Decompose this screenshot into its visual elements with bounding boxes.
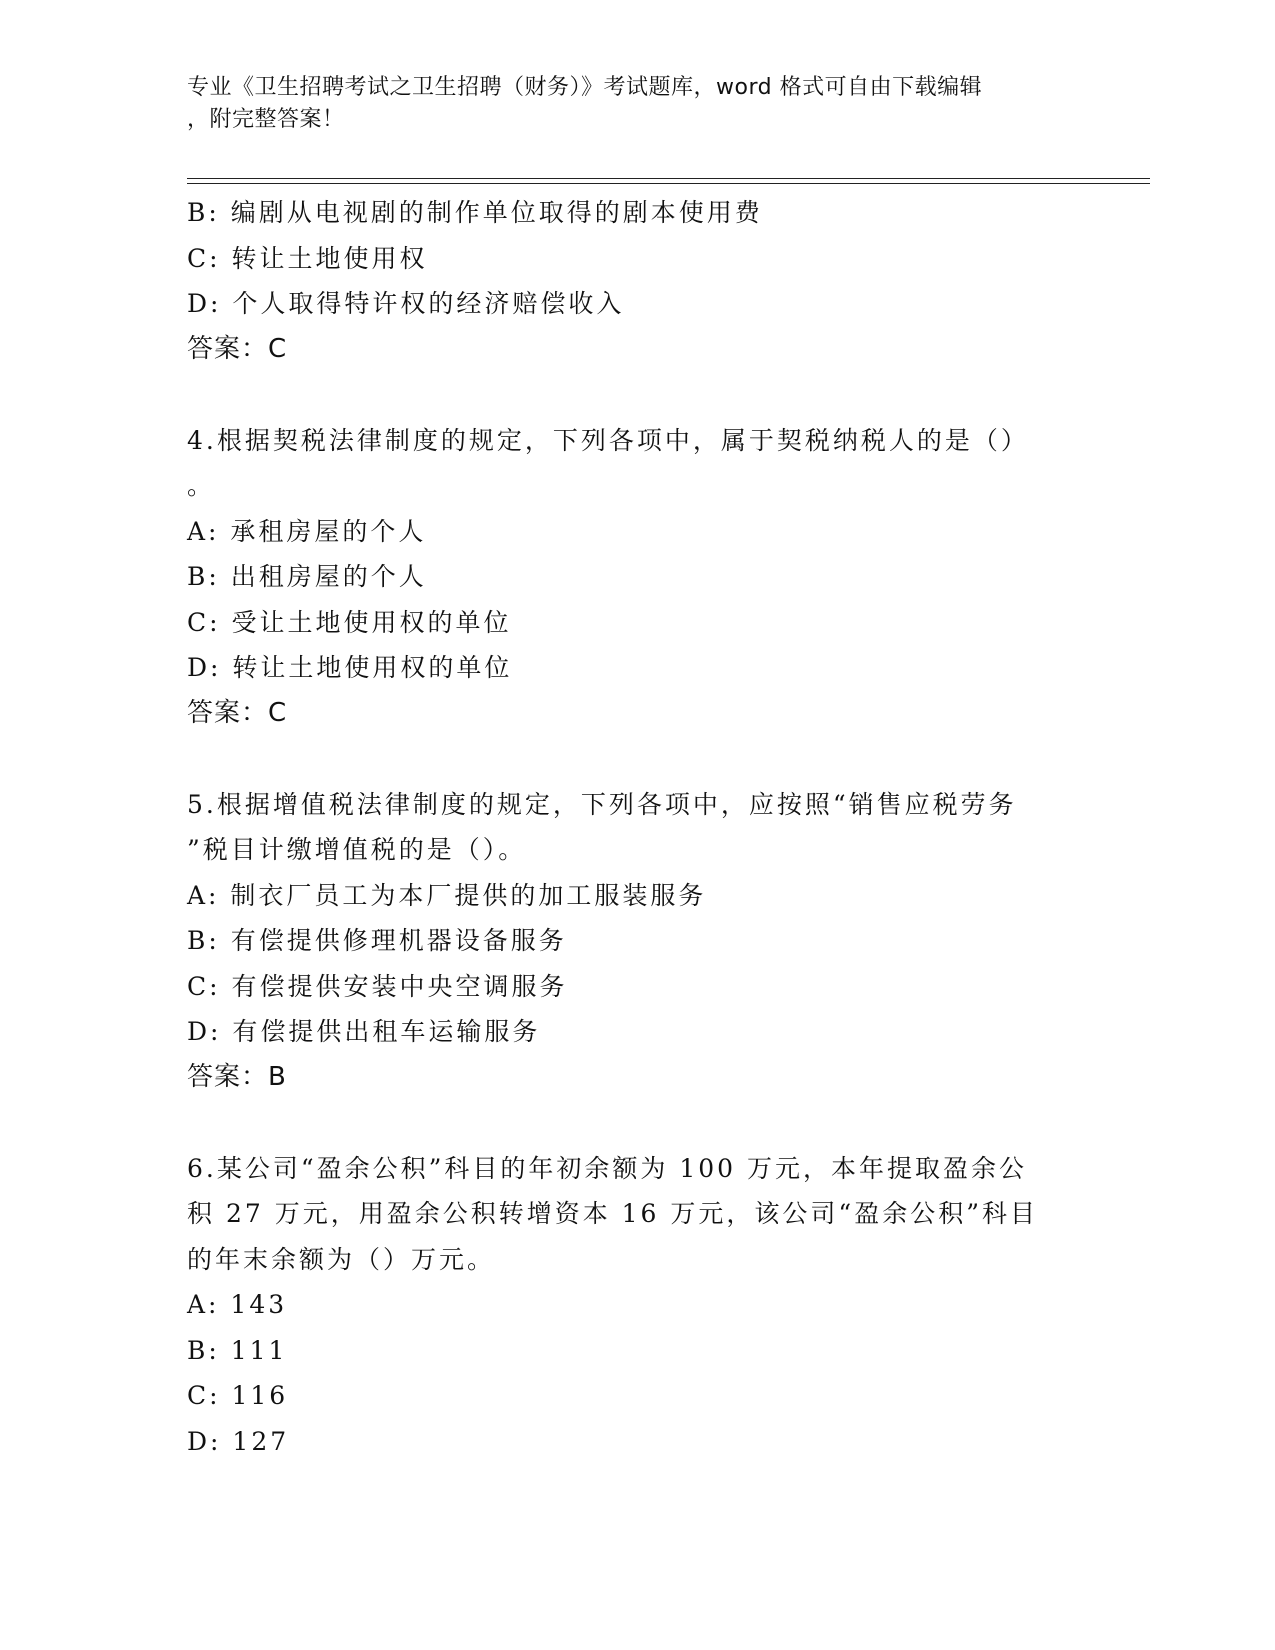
q3-option-b: B: 编剧从电视剧的制作单位取得的剧本使用费 <box>187 198 763 227</box>
q5-answer: 答案：B <box>187 1061 287 1092</box>
q3-answer: 答案：C <box>187 333 288 364</box>
question-content <box>187 190 1087 1464</box>
header-divider-top <box>187 178 1150 179</box>
q6-option-c: C: 116 <box>187 1381 289 1410</box>
q3-option-c: C: 转让土地使用权 <box>187 243 428 273</box>
q6-stem-line-1: 6.某公司“盈余公积”科目的年初余额为 100 万元，本年提取盈余公 <box>187 1153 1028 1183</box>
spacer <box>187 1100 1087 1146</box>
q6-option-b: B: 111 <box>187 1335 288 1365</box>
q4-option-a: A: 承租房屋的个人 <box>187 516 427 546</box>
q5-option-d: D: 有偿提供出租车运输服务 <box>187 1017 541 1046</box>
header-title-line-2: ，附完整答案！ <box>187 107 345 132</box>
q4-option-d: D: 转让土地使用权的单位 <box>187 653 513 682</box>
page-header <box>187 72 1067 136</box>
header-title-line-1: 专业《卫生招聘考试之卫生招聘（财务）》考试题库，word 格式可自由下载编辑 <box>187 75 983 100</box>
q5-stem-line-2: ”税目计缴增值税的是（）。 <box>187 835 527 864</box>
q4-stem-line-1: 4.根据契税法律制度的规定，下列各项中，属于契税纳税人的是（） <box>187 425 1029 455</box>
header-divider-bottom <box>187 183 1150 184</box>
spacer <box>187 736 1087 782</box>
q6-stem-line-3: 的年末余额为（）万元。 <box>187 1244 496 1274</box>
q5-stem-line-1: 5.根据增值税法律制度的规定，下列各项中，应按照“销售应税劳务 <box>187 789 1017 819</box>
question-3 <box>187 190 1087 372</box>
q4-answer: 答案：C <box>187 697 288 728</box>
q4-option-c: C: 受让土地使用权的单位 <box>187 607 512 637</box>
q5-option-c: C: 有偿提供安装中央空调服务 <box>187 971 568 1001</box>
q5-option-a: A: 制衣厂员工为本厂提供的加工服装服务 <box>187 880 707 910</box>
q6-option-a: A: 143 <box>187 1290 288 1319</box>
q6-option-d: D: 127 <box>187 1426 290 1456</box>
q6-stem-line-2: 积 27 万元，用盈余公积转增资本 16 万元，该公司“盈余公积”科目 <box>187 1199 1038 1228</box>
q4-stem-line-2: 。 <box>187 471 216 500</box>
question-6 <box>187 1146 1087 1465</box>
q3-option-d: D: 个人取得特许权的经济赔偿收入 <box>187 289 625 318</box>
question-5 <box>187 782 1087 1101</box>
q5-option-b: B: 有偿提供修理机器设备服务 <box>187 926 567 955</box>
question-4 <box>187 418 1087 737</box>
q4-option-b: B: 出租房屋的个人 <box>187 562 427 591</box>
spacer <box>187 372 1087 418</box>
